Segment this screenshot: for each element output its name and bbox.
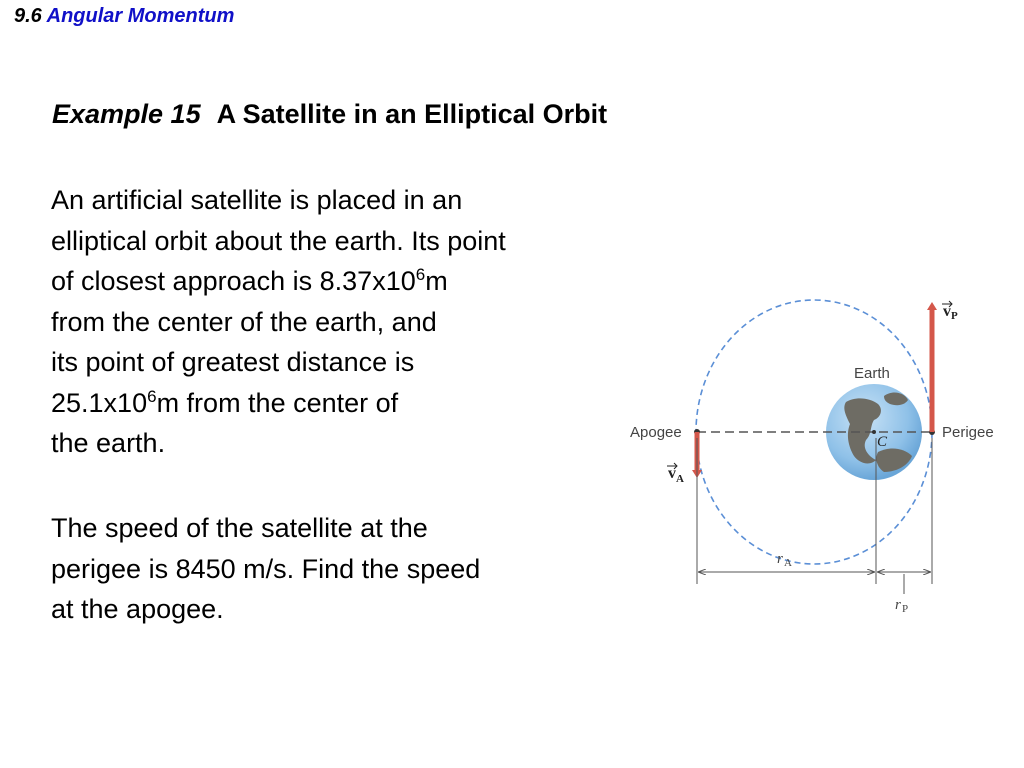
- text-line: [51, 383, 506, 424]
- text-segment: of closest approach is 8.37x10: [51, 266, 416, 296]
- vp-label: [942, 301, 958, 322]
- text-line: at the apogee.: [51, 594, 224, 624]
- earth-label: Earth: [854, 365, 890, 382]
- apogee-label: Apogee: [630, 424, 682, 441]
- text-segment: m: [425, 266, 448, 296]
- text-line: [51, 261, 506, 302]
- text-line: from the center of the earth, and: [51, 306, 437, 337]
- example-title: [52, 99, 607, 130]
- text-segment: m from the center of: [156, 387, 399, 418]
- ra-label: [777, 551, 792, 569]
- section-header: [14, 5, 234, 28]
- text-line: the earth.: [51, 428, 166, 458]
- text-segment: 25.1x10: [51, 387, 148, 418]
- exponent: 6: [415, 265, 426, 284]
- exponent: 6: [147, 386, 157, 406]
- problem-paragraph-1: [51, 180, 506, 464]
- section-title: Angular Momentum: [46, 5, 235, 27]
- va-letter: v: [668, 465, 676, 482]
- example-title-text: A Satellite in an Elliptical Orbit: [216, 99, 608, 129]
- orbit-diagram: [620, 288, 1024, 628]
- text-line: its point of greatest distance is: [51, 347, 415, 377]
- rp-label: [895, 597, 908, 615]
- vp-subscript: P: [951, 310, 958, 322]
- va-label: [667, 463, 684, 485]
- problem-paragraph-2: [51, 508, 480, 630]
- example-label: Example 15: [52, 99, 201, 129]
- perigee-label: Perigee: [942, 424, 994, 441]
- rp-subscript: P: [902, 603, 909, 615]
- rp-letter: r: [895, 597, 901, 613]
- section-number: 9.6: [14, 5, 42, 27]
- center-point: [872, 430, 876, 434]
- text-line: perigee is 8450 m/s. Find the speed: [51, 553, 481, 584]
- va-subscript: A: [676, 473, 684, 485]
- ra-subscript: A: [784, 557, 792, 569]
- ra-letter: r: [777, 551, 783, 567]
- text-line: elliptical orbit about the earth. Its point: [51, 225, 506, 256]
- center-label: C: [877, 434, 888, 450]
- vp-letter: v: [943, 303, 951, 320]
- text-line: An artificial satellite is placed in an: [51, 185, 463, 215]
- text-line: The speed of the satellite at the: [51, 513, 428, 543]
